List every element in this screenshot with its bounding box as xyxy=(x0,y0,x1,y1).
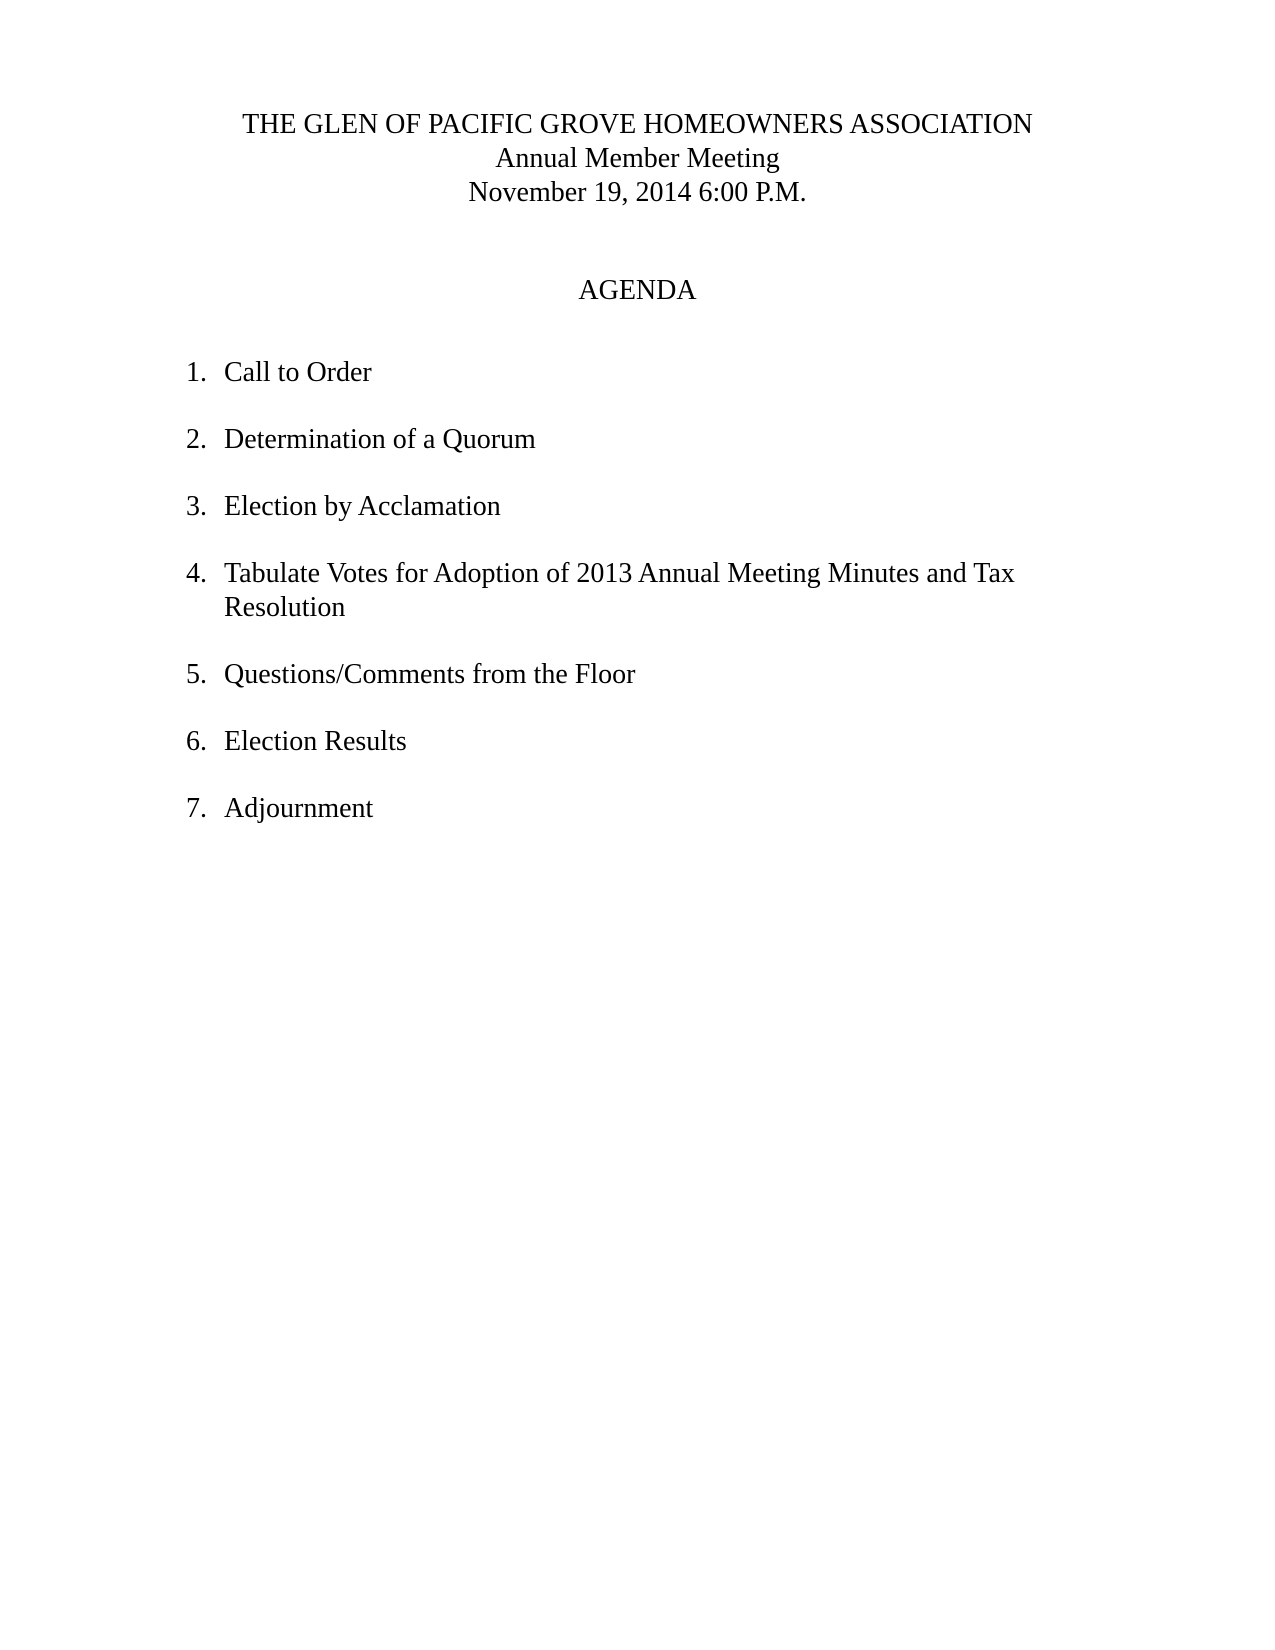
agenda-item-text: Determination of a Quorum xyxy=(224,424,536,455)
agenda-item xyxy=(186,557,1066,625)
agenda-item-text: Call to Order xyxy=(224,357,372,388)
agenda-item-number: 4. xyxy=(186,558,207,589)
agenda-item-text: Election by Acclamation xyxy=(224,491,501,522)
agenda-item-number: 3. xyxy=(186,491,207,522)
agenda-item xyxy=(186,423,1066,457)
agenda-list xyxy=(186,356,1066,859)
agenda-item-text: Tabulate Votes for Adoption of 2013 Annual Meeting Minutes and Tax Resolution xyxy=(224,558,1015,623)
document-header xyxy=(0,108,1275,210)
organization-name: THE GLEN OF PACIFIC GROVE HOMEOWNERS ASSOCIATION xyxy=(242,109,1033,140)
agenda-item-text: Election Results xyxy=(224,726,407,757)
agenda-item xyxy=(186,658,1066,692)
agenda-item-number: 5. xyxy=(186,659,207,690)
agenda-item-number: 7. xyxy=(186,793,207,824)
agenda-item-number: 1. xyxy=(186,357,207,388)
agenda-title: AGENDA xyxy=(578,275,697,306)
agenda-item-text: Adjournment xyxy=(224,793,374,824)
meeting-datetime: November 19, 2014 6:00 P.M. xyxy=(468,177,807,208)
agenda-item xyxy=(186,490,1066,524)
agenda-item-number: 2. xyxy=(186,424,207,455)
meeting-name: Annual Member Meeting xyxy=(495,143,780,174)
agenda-item xyxy=(186,792,1066,826)
agenda-item-text: Questions/Comments from the Floor xyxy=(224,659,636,690)
agenda-item xyxy=(186,725,1066,759)
agenda-item xyxy=(186,356,1066,390)
agenda-item-number: 6. xyxy=(186,726,207,757)
